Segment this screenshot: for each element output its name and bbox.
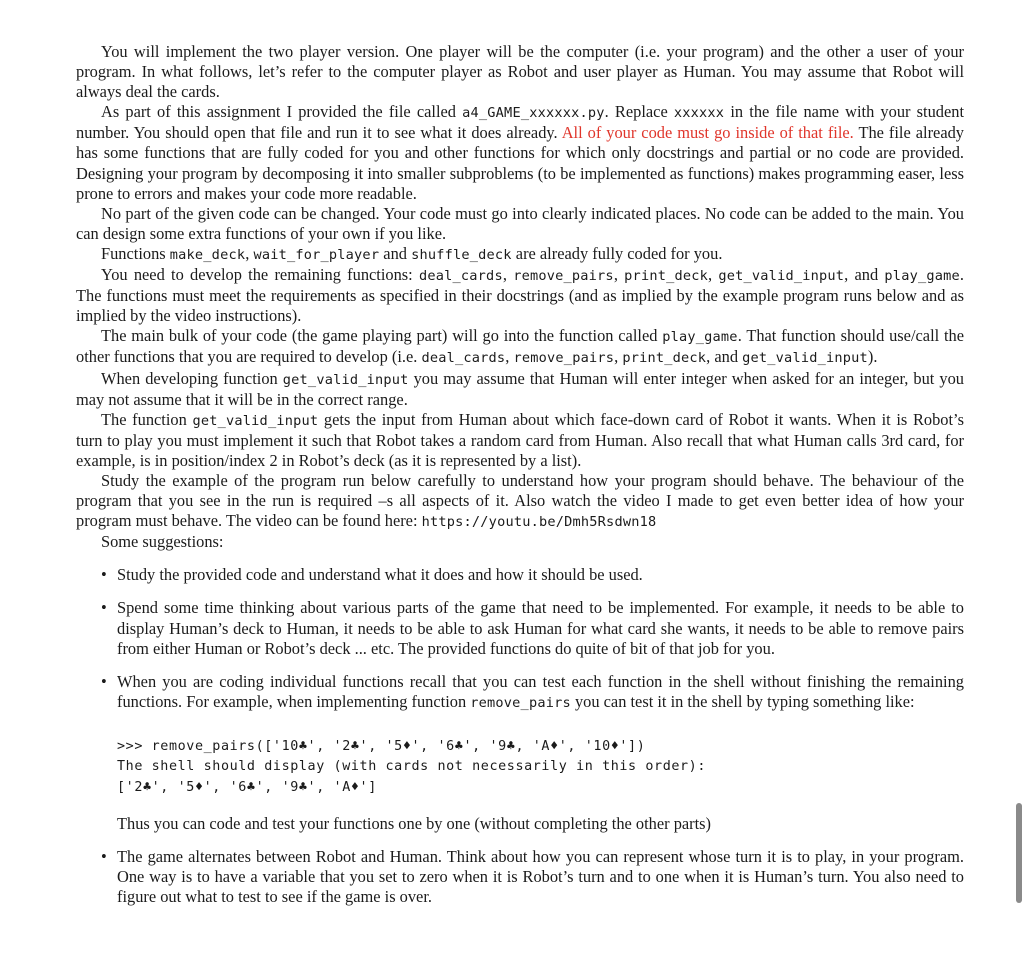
- text: You need to develop the remaining functions:: [101, 265, 419, 285]
- text: ,: [613, 265, 625, 285]
- text: ,: [505, 347, 514, 367]
- function-name: remove_pairs: [470, 694, 571, 711]
- paragraph-coded-functions: [76, 244, 964, 265]
- text: you can test it in the shell by typing something like:: [570, 691, 915, 711]
- scrollbar-thumb[interactable]: [1016, 803, 1022, 903]
- function-name: get_valid_input: [742, 350, 868, 367]
- function-name: wait_for_player: [253, 246, 380, 263]
- highlighted-requirement: All of your code must go inside of that file.: [561, 123, 854, 143]
- function-name: remove_pairs: [513, 350, 615, 367]
- text: . The functions must meet the requirements as specified in their docstrings (and as implied by the example program runs below and as implied by the video instructions).: [76, 265, 964, 326]
- paragraph-play-game: [76, 326, 964, 368]
- text: are already fully coded for you.: [511, 243, 723, 263]
- text: ,: [245, 243, 254, 263]
- paragraph-intro: You will implement the two player version. One player will be the computer (i.e. your program) and the other a user of your program. In what follows, let’s refer to the computer player as Robot and user player as Human. You may assume that Robot will always deal the cards.: [76, 42, 964, 102]
- list-item: [76, 672, 964, 834]
- text: The file already has some functions that are fully coded for you and other functions for which only docstrings and partial or no code are provided. Designing your program by decomposing it into smaller subproblems (to be implemented as functions) makes programming easer, less prone to errors and makes your code more readable.: [76, 123, 964, 203]
- text: ).: [867, 347, 878, 367]
- text: in the file name with your student number. You should open that file and run it to see what it does already.: [76, 102, 964, 143]
- list-item: [76, 565, 964, 585]
- bullet-icon: •: [101, 565, 107, 585]
- paragraph-suggestions-heading: Some suggestions:: [101, 532, 224, 552]
- function-name: make_deck: [169, 246, 246, 263]
- paragraph-robot-turn: [76, 410, 964, 471]
- code-line: >>> remove_pairs(['10♣', '2♣', '5♦', '6♣', '9♣, 'A♦', '10♦']): [117, 738, 646, 754]
- list-item: [76, 847, 964, 907]
- function-name: print_deck: [624, 268, 709, 285]
- text: , and: [706, 347, 743, 367]
- video-url: https://youtu.be/Dmh5Rsdwn18: [421, 514, 657, 531]
- list-item-text: Spend some time thinking about various parts of the game that need to be implemented. For example, it needs to be able to display Human’s deck to Human, it needs to be able to ask Human for what card she wants, it needs to be able to remove pairs from either Human or Robot’s deck ... etc. The provided functions do quite of bit of that job for you.: [117, 598, 964, 658]
- function-name: play_game: [884, 268, 960, 285]
- paragraph-example-run: [76, 471, 964, 532]
- bullet-icon: •: [101, 846, 107, 866]
- paragraph-valid-input: [76, 369, 964, 410]
- file-name: a4_GAME_xxxxxx.py: [462, 105, 605, 122]
- text: ,: [502, 265, 514, 285]
- text: ,: [708, 265, 719, 285]
- function-name: get_valid_input: [192, 412, 319, 429]
- text: As part of this assignment I provided the file called: [101, 102, 463, 122]
- placeholder-code: xxxxxx: [673, 105, 725, 122]
- code-line: The shell should display (with cards not necessarily in this order):: [117, 759, 707, 775]
- list-item-text: Study the provided code and understand what it does and how it should be used.: [117, 565, 643, 585]
- function-name: play_game: [662, 329, 738, 346]
- function-name: deal_cards: [418, 268, 503, 285]
- code-example: [117, 737, 964, 798]
- text: . Replace: [604, 102, 674, 122]
- paragraph-rules: No part of the given code can be changed. Your code must go into clearly indicated places. No code can be added to the main. You can design some extra functions of your own if you like.: [76, 203, 964, 243]
- text: The function: [101, 409, 193, 429]
- list-item: [76, 598, 964, 658]
- suggestions-list: [76, 565, 964, 907]
- function-name: get_valid_input: [718, 268, 845, 285]
- paragraph-file: [76, 102, 964, 203]
- function-name: shuffle_deck: [411, 246, 512, 263]
- list-item-text: The game alternates between Robot and Human. Think about how you can represent whose turn it is to play, in your program. One way is to have a variable that you set to zero when it is Robot’s turn and to one when it is Human’s turn. You also need to figure out what to test to see if the game is over.: [117, 846, 964, 907]
- function-name: get_valid_input: [282, 371, 409, 388]
- bullet-icon: •: [101, 598, 107, 618]
- bullet-icon: •: [101, 671, 107, 691]
- text: When developing function: [101, 368, 283, 388]
- text: , and: [844, 265, 885, 285]
- text: Functions: [101, 243, 170, 263]
- list-item-text: Thus you can code and test your functions one by one (without completing the other parts): [117, 813, 712, 833]
- function-name: remove_pairs: [513, 268, 614, 285]
- text: When you are coding individual functions recall that you can test each function in the shell without finishing the remaining functions. For example, when implementing function: [117, 671, 964, 711]
- code-line: ['2♣', '5♦', '6♣', '9♣', 'A♦']: [117, 779, 377, 795]
- paragraph-remaining-functions: [76, 265, 964, 326]
- function-name: print_deck: [622, 350, 707, 367]
- document-page: [76, 42, 964, 907]
- text: you may assume that Human will enter integer when asked for an integer, but you may not assume that it will be in the correct range.: [76, 368, 964, 409]
- text: ,: [614, 347, 623, 367]
- text: The main bulk of your code (the game playing part) will go into the function called: [101, 326, 663, 346]
- text: and: [379, 243, 412, 263]
- text: Study the example of the program run below carefully to understand how your program should behave. The behaviour of the program that you see in the run is required –s all aspects of it. Also watch the video I made to get even better idea of how your program must behave. The video can be found here:: [76, 470, 964, 531]
- text: . That function should use/call the other functions that you are required to develop (i.e.: [76, 326, 965, 367]
- function-name: deal_cards: [421, 350, 506, 367]
- list-item-text: [117, 672, 964, 713]
- text: gets the input from Human about which face-down card of Robot it wants. When it is Robot’s turn to play you must implement it such that Robot takes a random card from Human. Also recall that what Human calls 3rd card, for example, is in position/index 2 in Robot’s deck (as it is represented by a list).: [76, 409, 964, 470]
